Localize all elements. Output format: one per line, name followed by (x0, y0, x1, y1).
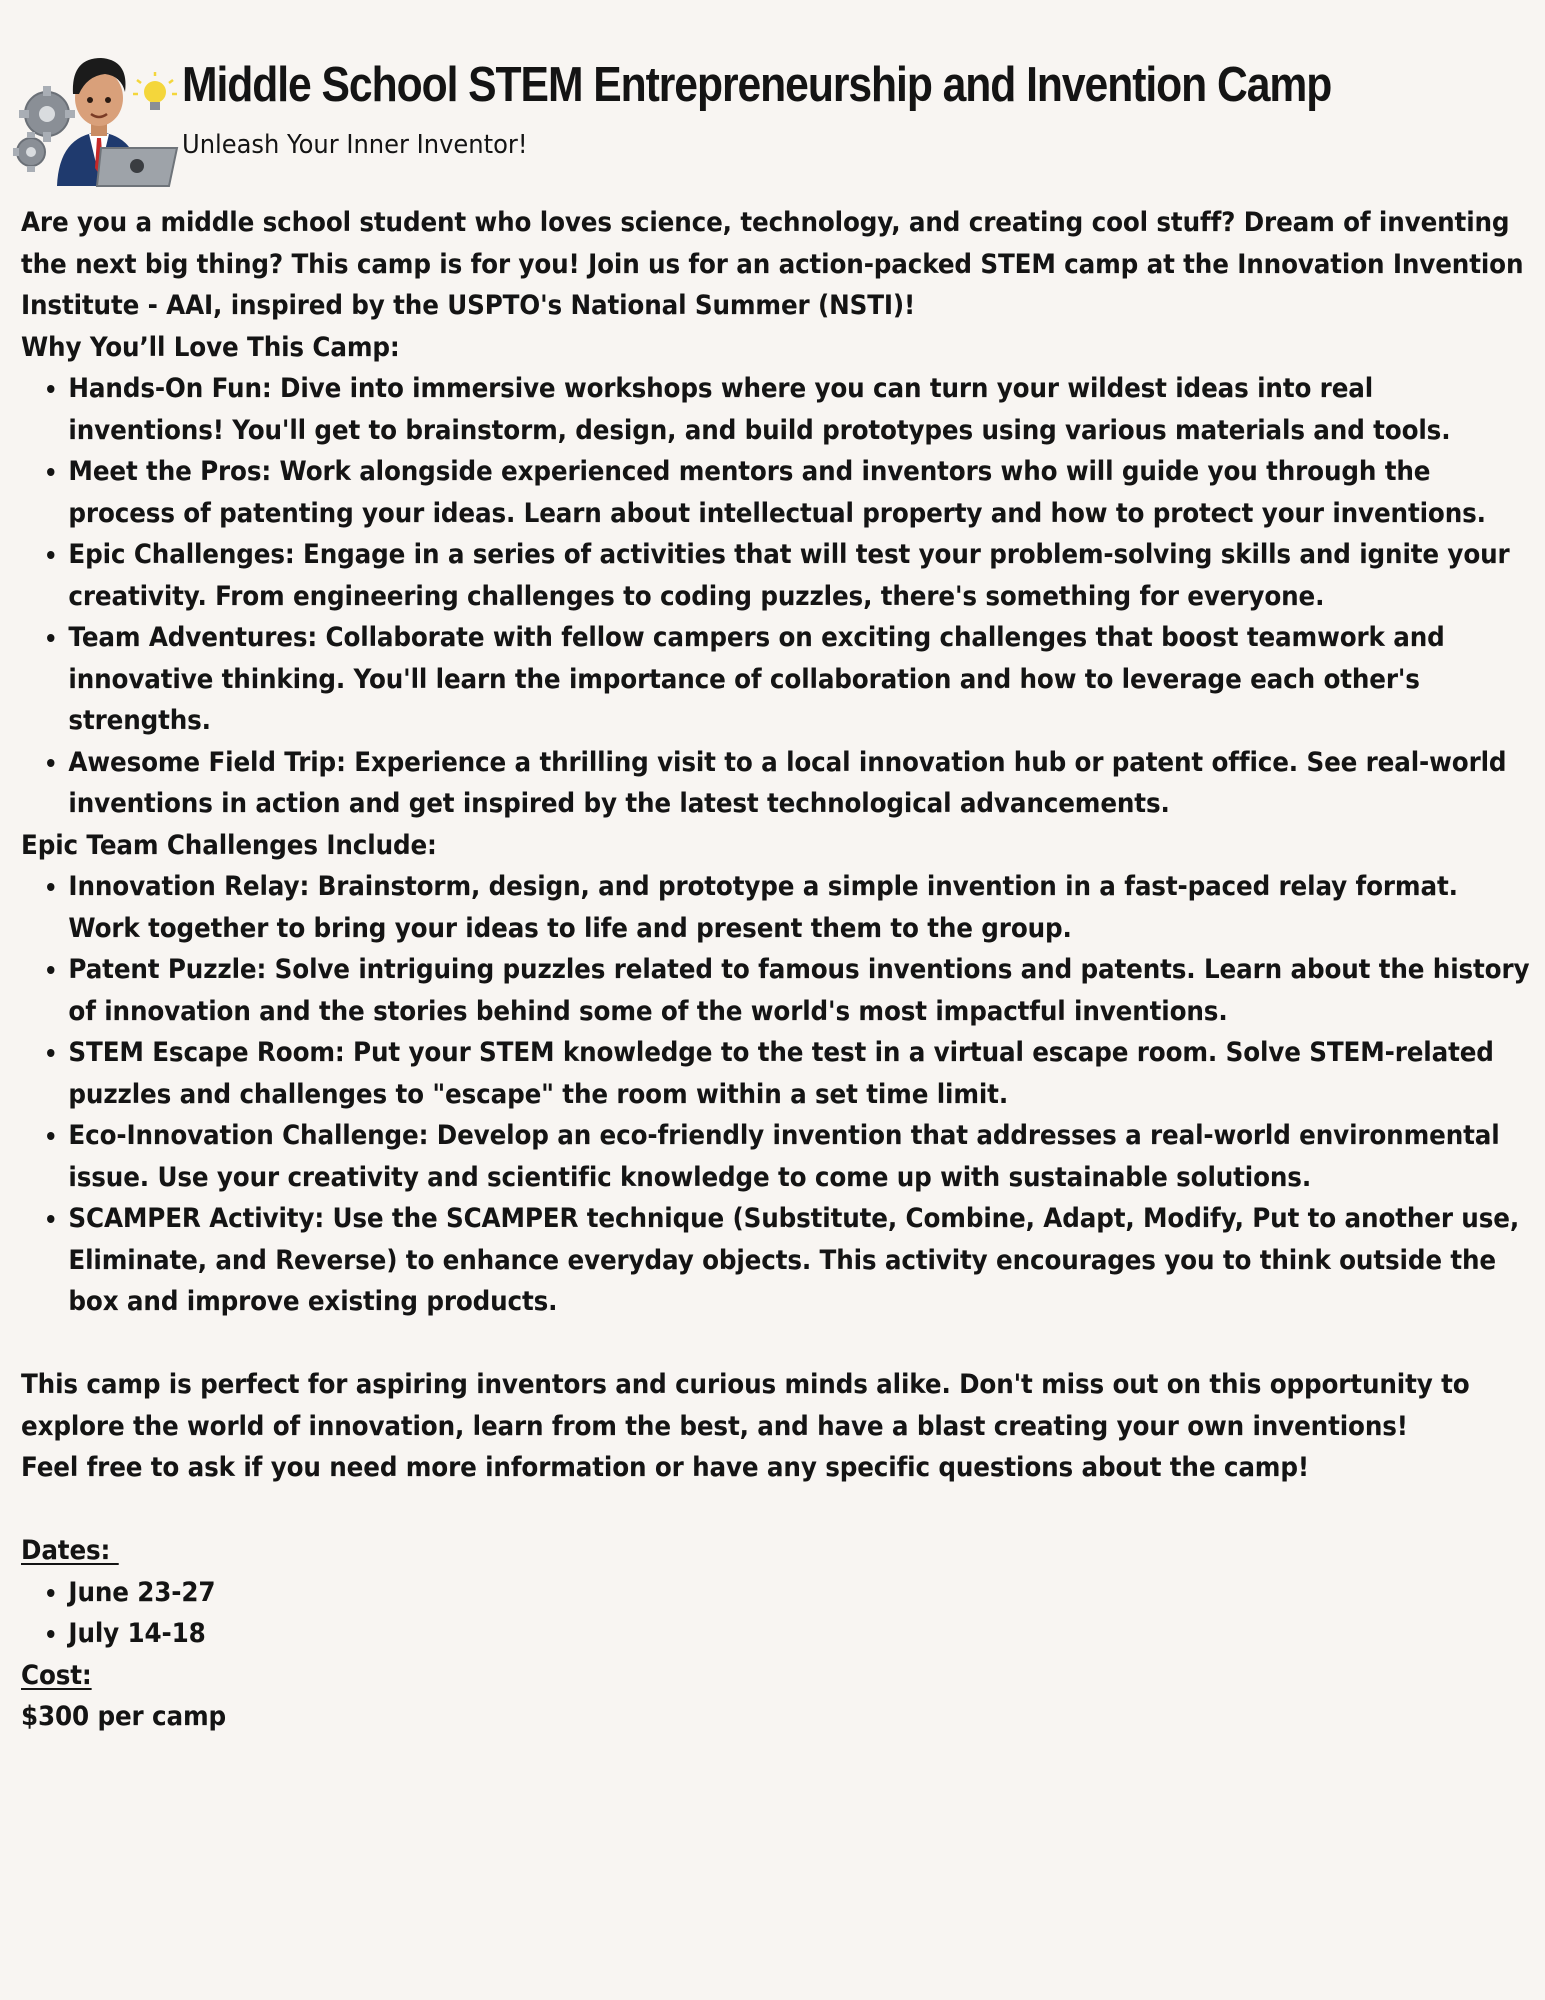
list-item: • June 23-27 (68, 1572, 1531, 1614)
header (21, 0, 1531, 200)
cost-label: Cost: (21, 1659, 92, 1691)
list-item: • Eco-Innovation Challenge: Develop an eco-friendly invention that addresses a real-world environmental issue. Use your creativity and scientific knowledge to come up with sustainable solutions. (68, 1115, 1531, 1198)
page-title: Middle School STEM Entrepreneurship and Invention Camp (182, 58, 1332, 112)
challenges-heading: Epic Team Challenges Include: (21, 829, 437, 861)
list-item: • Epic Challenges: Engage in a series of activities that will test your problem-solving skills and ignite your creativity. From engineering challenges to coding puzzles, there's something for everyone. (68, 534, 1531, 617)
dates-list (21, 1572, 1531, 1655)
challenges-list (21, 866, 1531, 1323)
dates-label: Dates: (21, 1535, 119, 1566)
list-item: • Innovation Relay: Brainstorm, design, and prototype a simple invention in a fast-paced relay format. Work together to bring your ideas to life and present them to the group. (68, 866, 1531, 949)
why-list (21, 368, 1531, 825)
spacer (21, 1489, 1531, 1531)
inventor-with-laptop-and-lightbulb-icon (9, 36, 199, 196)
closing-paragraph: This camp is perfect for aspiring inventors and curious minds alike. Don't miss out on this opportunity to explore the world of innovation, learn from the best, and have a blast creating your own inventions! (21, 1369, 1470, 1442)
cost-value: $300 per camp (21, 1701, 227, 1732)
list-item: • Patent Puzzle: Solve intriguing puzzles related to famous inventions and patents. Learn about the history of innovation and the stories behind some of the world's most impactful inventions. (68, 949, 1531, 1032)
list-item: • July 14-18 (68, 1613, 1531, 1655)
list-item: • Awesome Field Trip: Experience a thrilling visit to a local innovation hub or patent office. See real-world inventions in action and get inspired by the latest technological advancements. (68, 742, 1531, 825)
list-item: • Team Adventures: Collaborate with fellow campers on exciting challenges that boost teamwork and innovative thinking. You'll learn the importance of collaboration and how to leverage each other's strengths. (68, 617, 1531, 742)
page-subtitle: Unleash Your Inner Inventor! (182, 130, 528, 160)
flyer-body (21, 202, 1531, 1738)
flyer-page (21, 0, 1531, 1732)
list-item: • STEM Escape Room: Put your STEM knowledge to the test in a virtual escape room. Solve STEM-related puzzles and challenges to "escape" the room within a set time limit. (68, 1032, 1531, 1115)
list-item: • Meet the Pros: Work alongside experienced mentors and inventors who will guide you through the process of patenting your ideas. Learn about intellectual property and how to protect your inventions. (68, 451, 1531, 534)
why-heading: Why You’ll Love This Camp: (21, 331, 400, 363)
list-item: • Hands-On Fun: Dive into immersive workshops where you can turn your wildest ideas into real inventions! You'll get to brainstorm, design, and build prototypes using various materials and tools. (68, 368, 1531, 451)
list-item: • SCAMPER Activity: Use the SCAMPER technique (Substitute, Combine, Adapt, Modify, Put to another use, Eliminate, and Reverse) to enhance everyday objects. This activity encourages you to think outside the box and improve existing products. (68, 1198, 1531, 1323)
contact-paragraph: Feel free to ask if you need more information or have any specific questions about the camp! (21, 1452, 1309, 1483)
intro-paragraph: Are you a middle school student who loves science, technology, and creating cool stuff? Dream of inventing the next big thing? This camp is for you! Join us for an action-packed STEM camp at the Innovation Invention Institute - AAI, inspired by the USPTO's National Summer (NSTI)! (21, 207, 1524, 321)
spacer (21, 1323, 1531, 1365)
